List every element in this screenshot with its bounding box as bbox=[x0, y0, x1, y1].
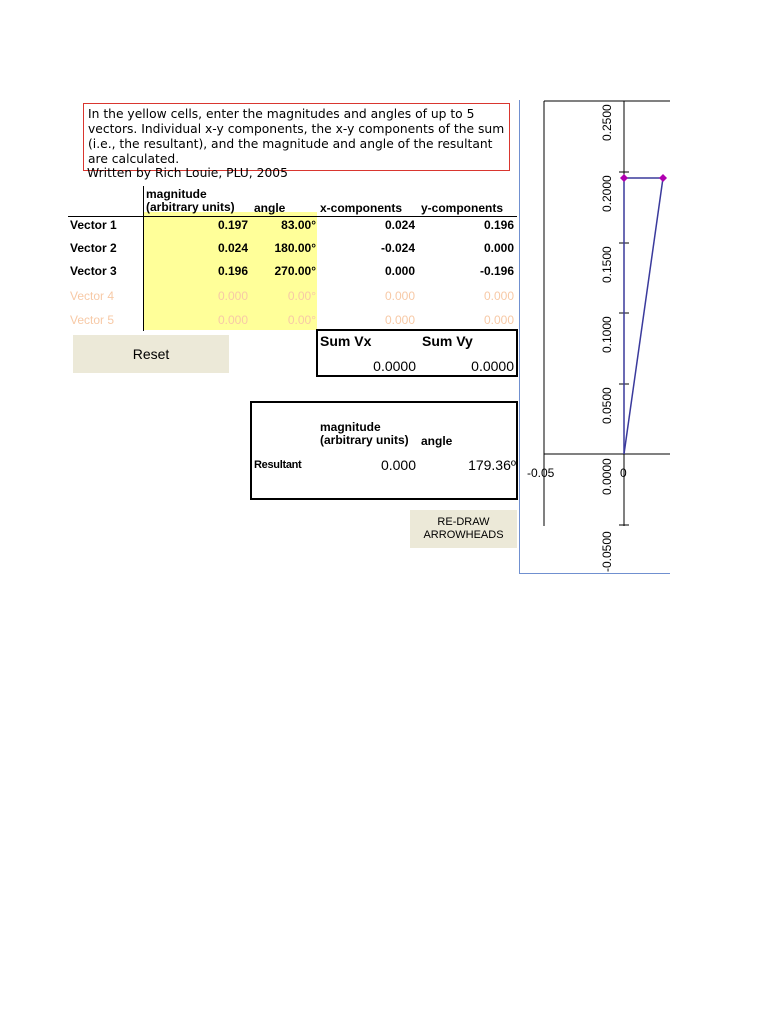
angle-input[interactable]: 0.00° bbox=[287, 289, 316, 303]
row-label: Vector 3 bbox=[70, 264, 117, 278]
header-angle: angle bbox=[254, 201, 286, 215]
x-component: 0.000 bbox=[384, 313, 415, 327]
header-magnitude-label: magnitude bbox=[146, 187, 207, 201]
angle-input[interactable]: 270.00° bbox=[274, 264, 316, 278]
x-component: -0.024 bbox=[380, 241, 415, 255]
magnitude-input[interactable]: 0.197 bbox=[217, 218, 248, 232]
header-y: y-components bbox=[421, 201, 504, 215]
y-tick-labels bbox=[600, 104, 614, 572]
resultant-magnitude-units: (arbitrary units) bbox=[320, 433, 409, 447]
y-component: 0.000 bbox=[483, 241, 514, 255]
y-component: 0.000 bbox=[483, 289, 514, 303]
vector-plot bbox=[519, 96, 670, 576]
redraw-arrowheads-button[interactable] bbox=[410, 510, 517, 548]
y-component: 0.196 bbox=[483, 218, 514, 232]
table-header-line bbox=[68, 216, 517, 217]
resultant-box bbox=[250, 401, 518, 500]
header-magnitude bbox=[146, 188, 235, 214]
row-label: Vector 5 bbox=[70, 313, 115, 327]
vector-1-line bbox=[624, 178, 663, 454]
vector-2-marker bbox=[620, 174, 628, 182]
resultant-magnitude-label: magnitude bbox=[320, 420, 381, 434]
resultant-label: Resultant bbox=[254, 459, 302, 471]
y-tick-label: 0.0500 bbox=[600, 387, 614, 424]
row-label: Vector 1 bbox=[70, 218, 117, 232]
resultant-angle-header: angle bbox=[421, 434, 453, 448]
x-tick-label-zero: 0 bbox=[620, 466, 627, 480]
angle-input[interactable]: 83.00° bbox=[281, 218, 316, 232]
instructions-box bbox=[83, 103, 510, 171]
redraw-label-line2: ARROWHEADS bbox=[423, 529, 504, 541]
angle-input[interactable]: 180.00° bbox=[274, 241, 316, 255]
redraw-label-line1: RE-DRAW bbox=[437, 516, 490, 528]
sum-box bbox=[316, 329, 518, 377]
magnitude-input[interactable]: 0.000 bbox=[217, 313, 248, 327]
resultant-magnitude-value: 0.000 bbox=[380, 457, 416, 473]
y-tick-label: 0.0000 bbox=[600, 458, 614, 495]
x-tick-label-neg: -0.05 bbox=[527, 466, 555, 480]
y-tick-label: 0.2500 bbox=[600, 104, 614, 141]
sum-vy-label: Sum Vy bbox=[422, 333, 473, 349]
x-component: 0.000 bbox=[384, 264, 415, 278]
sum-vy-value: 0.0000 bbox=[471, 358, 514, 374]
row-label: Vector 4 bbox=[70, 289, 115, 303]
resultant-angle-value: 179.36º bbox=[468, 457, 516, 473]
y-tick-label: 0.2000 bbox=[600, 175, 614, 212]
y-tick-label: -0.0500 bbox=[600, 531, 614, 572]
x-component: 0.000 bbox=[384, 289, 415, 303]
magnitude-input[interactable]: 0.000 bbox=[217, 289, 248, 303]
y-tick-label: 0.1500 bbox=[600, 246, 614, 283]
y-tick-label: 0.1000 bbox=[600, 316, 614, 353]
row-label: Vector 2 bbox=[70, 241, 117, 255]
y-component: -0.196 bbox=[479, 264, 514, 278]
vector-1-marker bbox=[659, 174, 667, 182]
sum-vx-value: 0.0000 bbox=[373, 358, 416, 374]
header-x: x-components bbox=[320, 201, 403, 215]
header-magnitude-units: (arbitrary units) bbox=[146, 200, 235, 214]
reset-button-label: Reset bbox=[132, 346, 170, 362]
y-component: 0.000 bbox=[483, 313, 514, 327]
magnitude-input[interactable]: 0.024 bbox=[217, 241, 248, 255]
vector-lines bbox=[624, 178, 663, 454]
angle-input[interactable]: 0.00° bbox=[287, 313, 316, 327]
x-component: 0.024 bbox=[384, 218, 415, 232]
resultant-magnitude-header bbox=[320, 421, 409, 447]
instructions-text: In the yellow cells, enter the magnitudes and angles of up to 5 vectors. Individual x-y components, the x-y components of the sum (i.e., the resultant), and the magnitude and angle of the resultant are calculated. bbox=[88, 107, 505, 166]
reset-button[interactable] bbox=[73, 335, 229, 373]
credit-text: Written by Rich Louie, PLU, 2005 bbox=[87, 166, 288, 180]
table-vertical-line bbox=[143, 186, 144, 331]
magnitude-input[interactable]: 0.196 bbox=[217, 264, 248, 278]
sum-vx-label: Sum Vx bbox=[320, 333, 372, 349]
